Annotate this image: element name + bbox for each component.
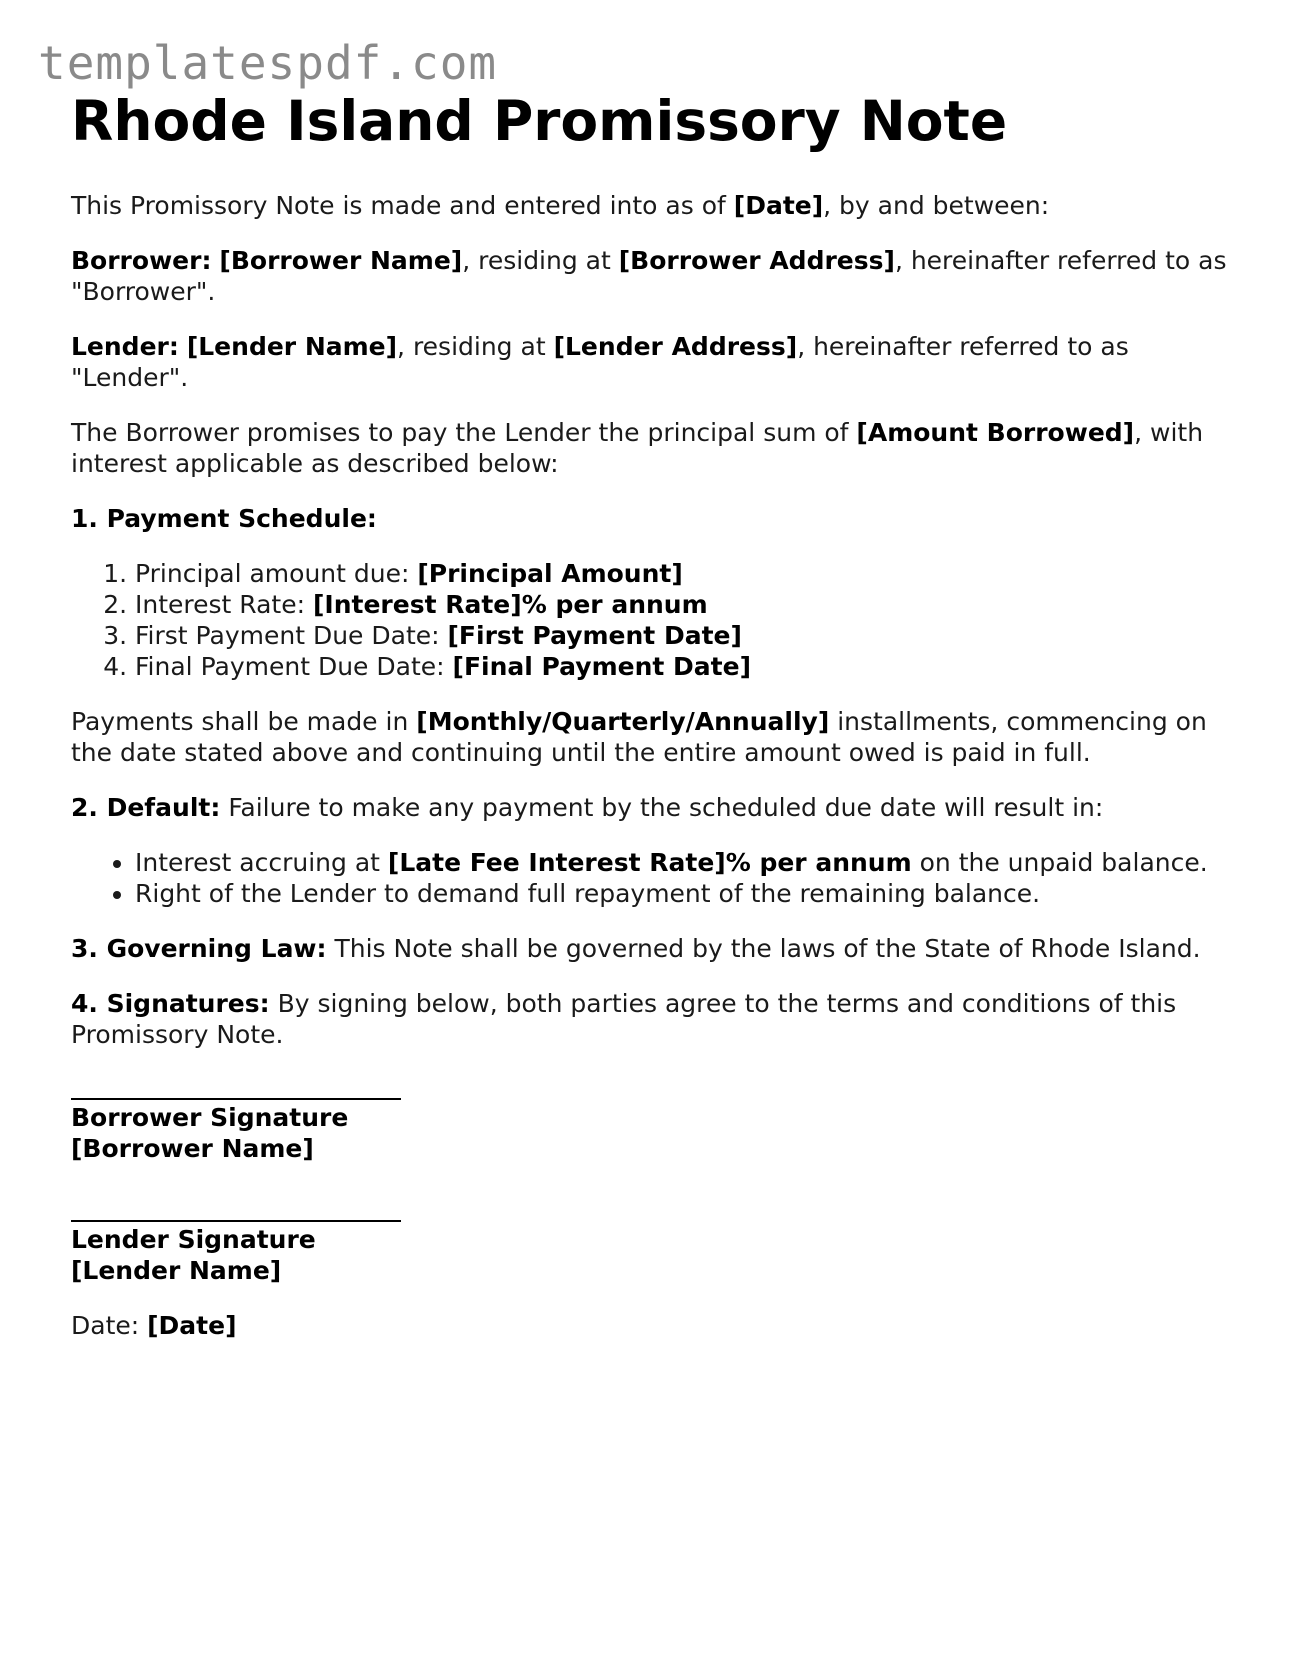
schedule-label: First Payment Due Date: <box>135 621 448 650</box>
section3-heading: 3. Governing Law: <box>71 934 327 963</box>
bullet2-text: Right of the Lender to demand full repayment of the remaining balance. <box>135 879 1041 908</box>
intro-text: This Promissory Note is made and entered into as of <box>71 191 734 220</box>
borrower-label: Borrower: <box>71 246 212 275</box>
date-label: Date: <box>71 1311 148 1340</box>
borrower-residing: , residing at <box>462 246 619 275</box>
section4-heading: 4. Signatures: <box>71 989 270 1018</box>
lender-paragraph <box>71 331 1231 393</box>
borrower-signature-line[interactable] <box>71 1098 401 1100</box>
section2-paragraph <box>71 792 1231 823</box>
watermark: templatespdf.com <box>38 36 498 90</box>
payments-text: Payments shall be made in <box>71 707 417 736</box>
lender-residing: , residing at <box>397 332 554 361</box>
lender-suffix: , hereinafter referred to as "Lender". <box>71 332 1129 392</box>
section4-paragraph <box>71 988 1231 1050</box>
schedule-label: Final Payment Due Date: <box>135 652 453 681</box>
borrower-signature-name: [Borrower Name] <box>71 1134 314 1163</box>
section3-paragraph <box>71 933 1231 964</box>
lender-label: Lender: <box>71 332 179 361</box>
list-item <box>135 847 1231 878</box>
schedule-label: Principal amount due: <box>135 559 418 588</box>
principal-paragraph <box>71 417 1231 479</box>
section4-text: By signing below, both parties agree to the terms and conditions of this Promissory Note. <box>71 989 1177 1049</box>
payments-suffix: installments, commencing on the date stated above and continuing until the entire amount owed is paid in full. <box>71 707 1207 767</box>
schedule-value: [Interest Rate]% per annum <box>312 590 708 619</box>
page-title: Rhode Island Promissory Note <box>71 89 1008 153</box>
section1-heading-text: 1. Payment Schedule: <box>71 504 377 533</box>
borrower-signature-label: Borrower Signature <box>71 1103 349 1132</box>
schedule-value: [First Payment Date] <box>447 621 742 650</box>
borrower-suffix: , hereinafter referred to as "Borrower". <box>71 246 1227 306</box>
bullet1-text: Interest accruing at <box>135 848 388 877</box>
list-item <box>135 558 1231 589</box>
lender-address: [Lender Address] <box>553 332 798 361</box>
borrower-address: [Borrower Address] <box>618 246 895 275</box>
list-item <box>135 651 1231 682</box>
intro-suffix: , by and between: <box>823 191 1050 220</box>
document-body <box>71 88 1231 1365</box>
lender-signature-name: [Lender Name] <box>71 1256 282 1285</box>
lender-signature-line[interactable] <box>71 1220 401 1222</box>
signature-block <box>71 1098 1231 1341</box>
payments-paragraph <box>71 706 1231 768</box>
borrower-paragraph <box>71 245 1231 307</box>
principal-suffix: , with interest applicable as described below: <box>71 418 1204 478</box>
lender-name: [Lender Name] <box>186 332 398 361</box>
principal-amount: [Amount Borrowed] <box>856 418 1135 447</box>
date-value: [Date] <box>147 1311 237 1340</box>
section2-heading: 2. Default: <box>71 793 221 822</box>
intro-date: [Date] <box>733 191 824 220</box>
list-item <box>135 620 1231 651</box>
lender-signature-label: Lender Signature <box>71 1225 316 1254</box>
signature-date <box>71 1310 1231 1341</box>
section3-text: This Note shall be governed by the laws of the State of Rhode Island. <box>326 934 1201 963</box>
principal-text: The Borrower promises to pay the Lender the principal sum of <box>71 418 857 447</box>
bullet1-suffix: on the unpaid balance. <box>911 848 1208 877</box>
schedule-label: Interest Rate: <box>135 590 313 619</box>
schedule-value: [Principal Amount] <box>417 559 683 588</box>
default-list <box>71 847 1231 909</box>
late-fee-rate: [Late Fee Interest Rate]% per annum <box>387 848 912 877</box>
list-item <box>135 878 1231 909</box>
intro-paragraph <box>71 190 1231 221</box>
schedule-value: [Final Payment Date] <box>452 652 751 681</box>
section1-heading <box>71 503 1231 534</box>
lender-signature-group <box>71 1220 1231 1286</box>
list-item <box>135 589 1231 620</box>
payment-frequency: [Monthly/Quarterly/Annually] <box>416 707 830 736</box>
borrower-name: [Borrower Name] <box>219 246 463 275</box>
section2-text: Failure to make any payment by the scheduled due date will result in: <box>220 793 1104 822</box>
borrower-signature-group <box>71 1098 1231 1164</box>
payment-schedule-list <box>71 558 1231 682</box>
